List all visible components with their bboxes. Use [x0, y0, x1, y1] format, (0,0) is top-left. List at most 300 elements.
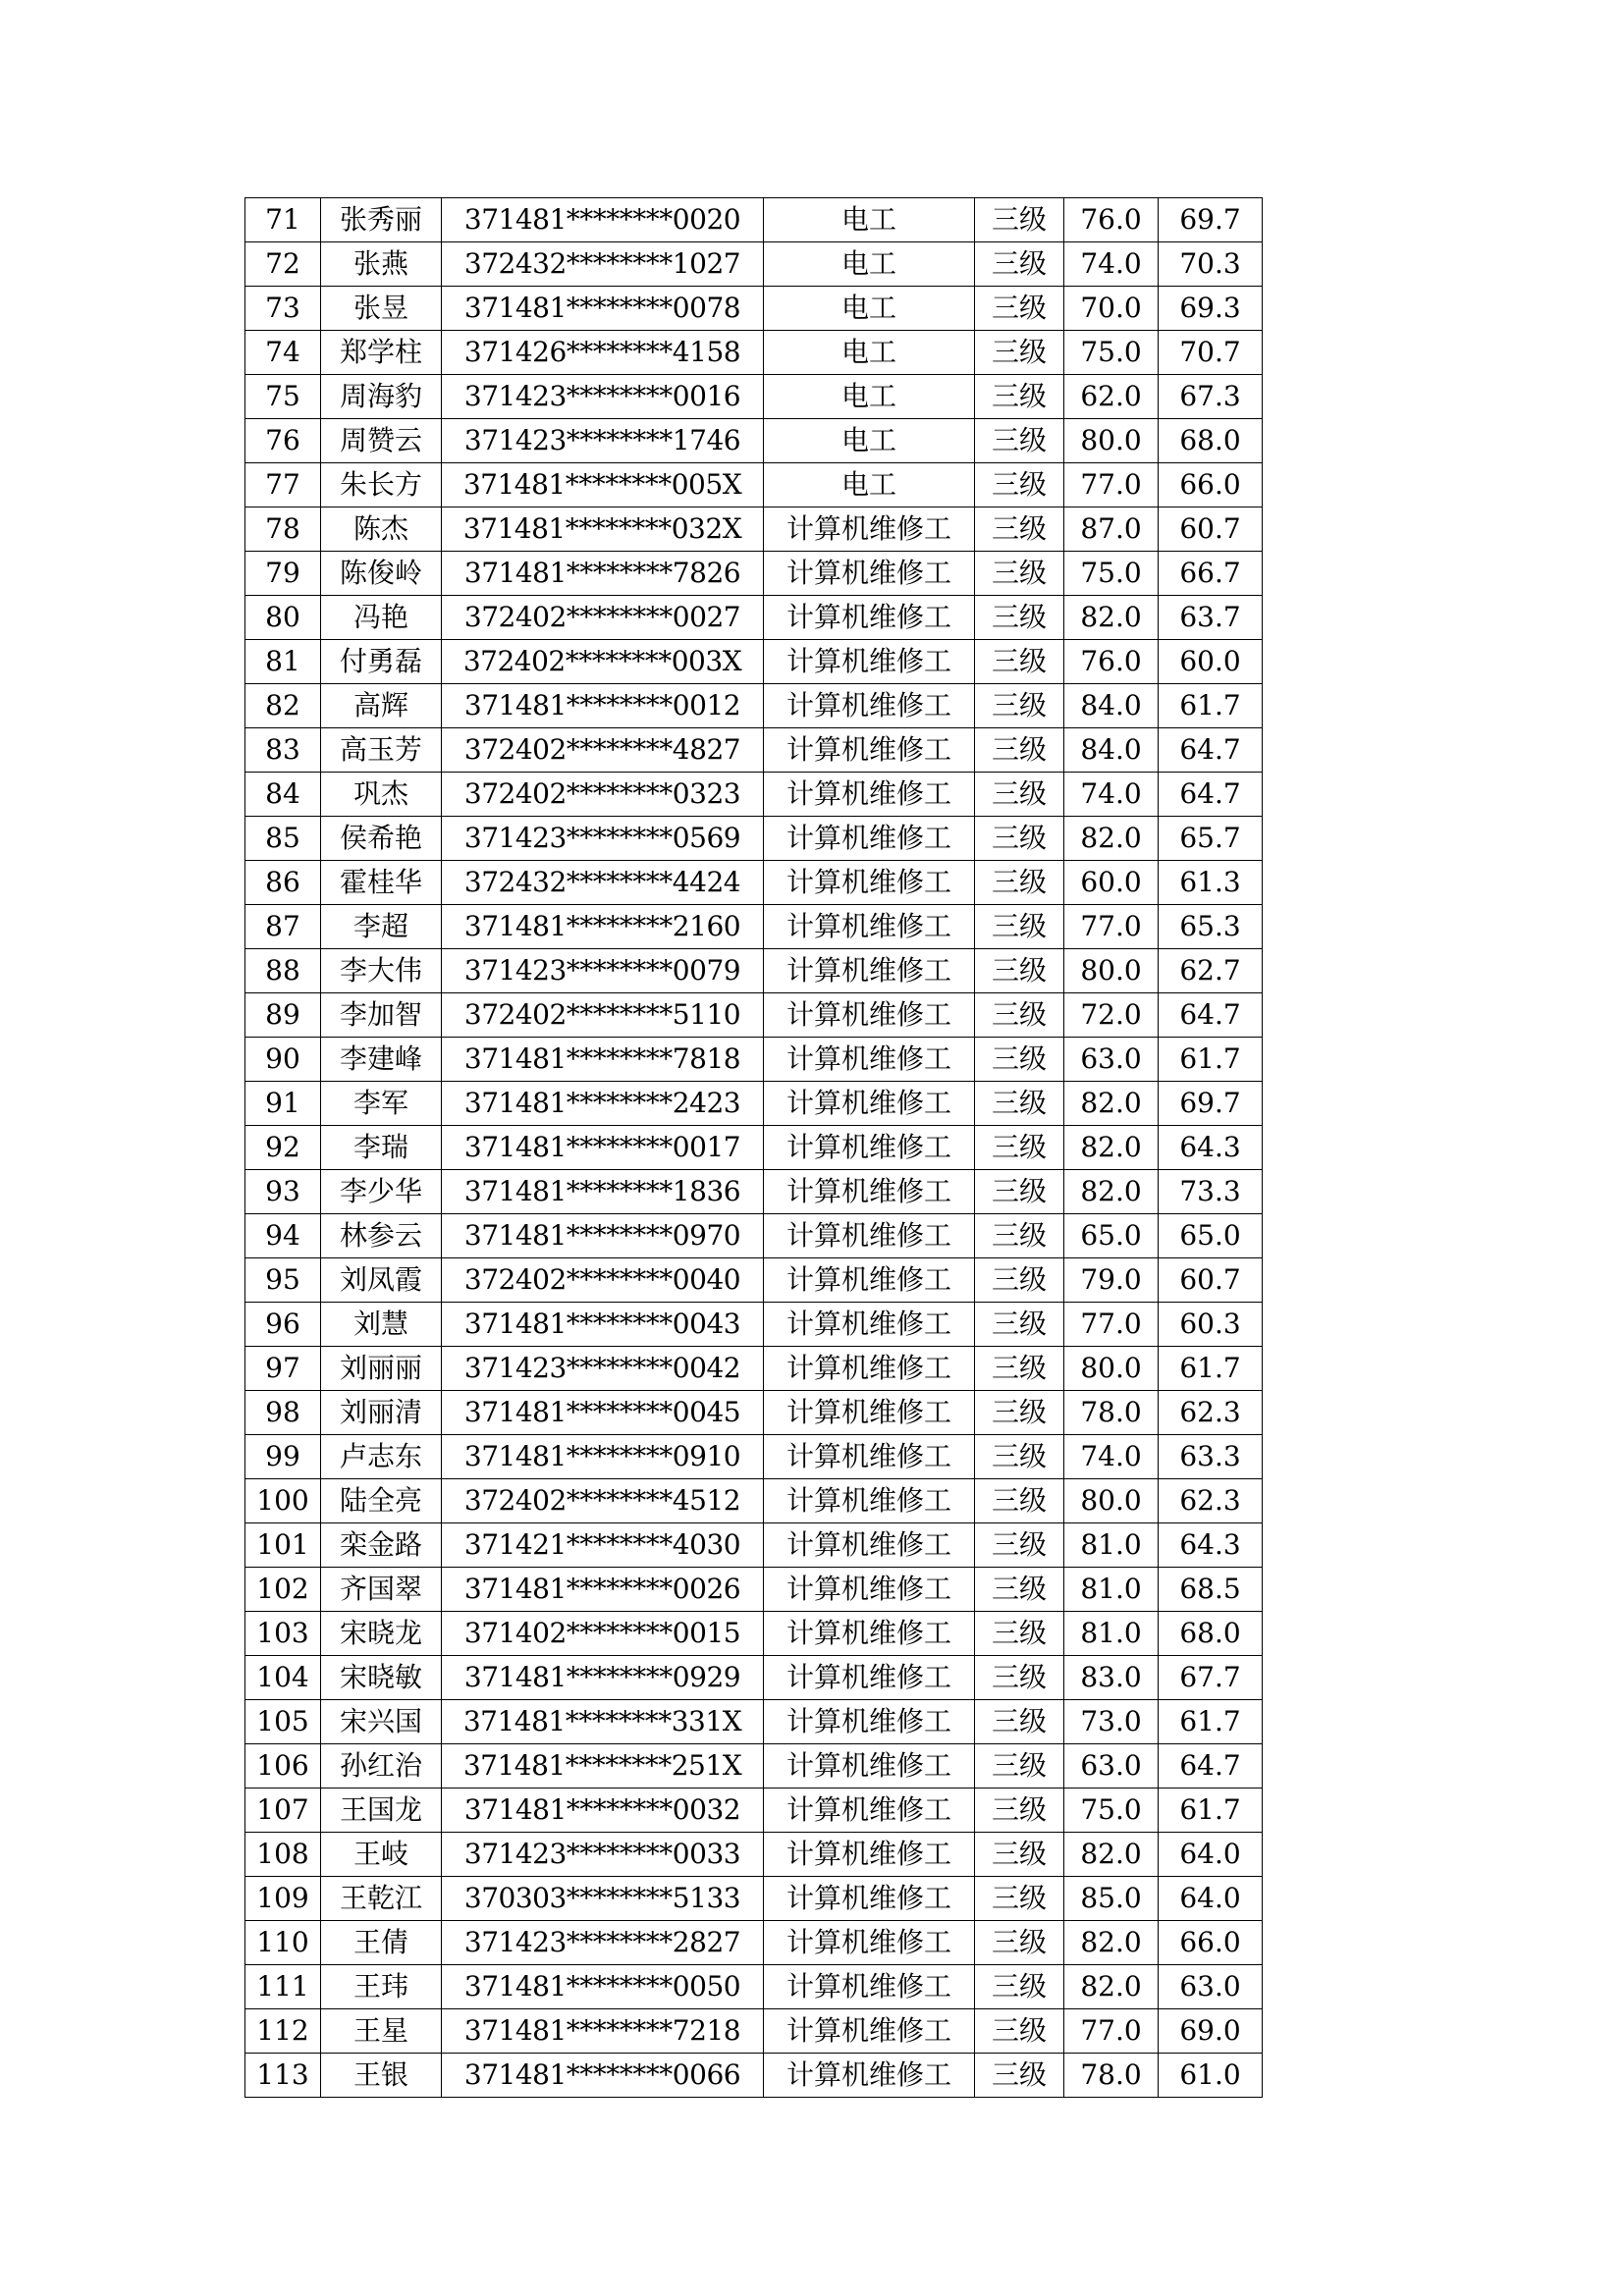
- row-number-cell: 98: [245, 1391, 321, 1435]
- table-row: [245, 1170, 1263, 1214]
- id-number-cell: 371481********0078: [442, 287, 764, 331]
- table-row: [245, 1391, 1263, 1435]
- trade-cell: 计算机维修工: [764, 684, 975, 728]
- level-cell: 三级: [975, 1833, 1064, 1877]
- row-number-cell: 89: [245, 993, 321, 1038]
- id-number-cell: 371481********0910: [442, 1435, 764, 1479]
- trade-cell: 计算机维修工: [764, 2054, 975, 2098]
- table-row: [245, 861, 1263, 905]
- level-cell: 三级: [975, 287, 1064, 331]
- trade-cell: 计算机维修工: [764, 1479, 975, 1523]
- id-number-cell: 371423********1746: [442, 419, 764, 463]
- row-number-cell: 84: [245, 773, 321, 817]
- trade-cell: 计算机维修工: [764, 507, 975, 552]
- name-cell: 王岐: [321, 1833, 442, 1877]
- row-number-cell: 85: [245, 817, 321, 861]
- id-number-cell: 371423********2827: [442, 1921, 764, 1965]
- score-2-cell: 62.3: [1159, 1479, 1263, 1523]
- trade-cell: 计算机维修工: [764, 1258, 975, 1303]
- row-number-cell: 104: [245, 1656, 321, 1700]
- score-1-cell: 82.0: [1064, 1921, 1159, 1965]
- trade-cell: 计算机维修工: [764, 1170, 975, 1214]
- row-number-cell: 91: [245, 1082, 321, 1126]
- level-cell: 三级: [975, 419, 1064, 463]
- trade-cell: 计算机维修工: [764, 552, 975, 596]
- level-cell: 三级: [975, 1965, 1064, 2009]
- level-cell: 三级: [975, 1789, 1064, 1833]
- score-2-cell: 67.7: [1159, 1656, 1263, 1700]
- id-number-cell: 371481********0045: [442, 1391, 764, 1435]
- name-cell: 郑学柱: [321, 331, 442, 375]
- table-row: [245, 1965, 1263, 2009]
- level-cell: 三级: [975, 1303, 1064, 1347]
- level-cell: 三级: [975, 1391, 1064, 1435]
- table-row: [245, 1700, 1263, 1744]
- name-cell: 王乾江: [321, 1877, 442, 1921]
- id-number-cell: 371423********0079: [442, 949, 764, 993]
- score-1-cell: 82.0: [1064, 1170, 1159, 1214]
- table-row: [245, 198, 1263, 242]
- table-row: [245, 1568, 1263, 1612]
- score-2-cell: 68.0: [1159, 1612, 1263, 1656]
- score-1-cell: 87.0: [1064, 507, 1159, 552]
- score-1-cell: 82.0: [1064, 596, 1159, 640]
- table-row: [245, 905, 1263, 949]
- name-cell: 刘慧: [321, 1303, 442, 1347]
- trade-cell: 计算机维修工: [764, 596, 975, 640]
- id-number-cell: 371481********7826: [442, 552, 764, 596]
- score-2-cell: 64.7: [1159, 1744, 1263, 1789]
- id-number-cell: 371481********2160: [442, 905, 764, 949]
- row-number-cell: 93: [245, 1170, 321, 1214]
- table-row: [245, 817, 1263, 861]
- id-number-cell: 372432********4424: [442, 861, 764, 905]
- name-cell: 周海豹: [321, 375, 442, 419]
- level-cell: 三级: [975, 861, 1064, 905]
- level-cell: 三级: [975, 1921, 1064, 1965]
- score-2-cell: 64.7: [1159, 728, 1263, 773]
- level-cell: 三级: [975, 1656, 1064, 1700]
- score-1-cell: 80.0: [1064, 1479, 1159, 1523]
- table-row: [245, 375, 1263, 419]
- row-number-cell: 95: [245, 1258, 321, 1303]
- row-number-cell: 76: [245, 419, 321, 463]
- row-number-cell: 86: [245, 861, 321, 905]
- row-number-cell: 78: [245, 507, 321, 552]
- level-cell: 三级: [975, 242, 1064, 287]
- row-number-cell: 108: [245, 1833, 321, 1877]
- name-cell: 周赞云: [321, 419, 442, 463]
- score-1-cell: 78.0: [1064, 1391, 1159, 1435]
- level-cell: 三级: [975, 1435, 1064, 1479]
- trade-cell: 计算机维修工: [764, 861, 975, 905]
- table-row: [245, 552, 1263, 596]
- trade-cell: 计算机维修工: [764, 1391, 975, 1435]
- row-number-cell: 72: [245, 242, 321, 287]
- trade-cell: 计算机维修工: [764, 1744, 975, 1789]
- score-1-cell: 77.0: [1064, 905, 1159, 949]
- score-2-cell: 63.7: [1159, 596, 1263, 640]
- name-cell: 李军: [321, 1082, 442, 1126]
- trade-cell: 计算机维修工: [764, 1214, 975, 1258]
- id-number-cell: 371481********0017: [442, 1126, 764, 1170]
- id-number-cell: 371481********251X: [442, 1744, 764, 1789]
- score-2-cell: 69.3: [1159, 287, 1263, 331]
- score-1-cell: 80.0: [1064, 419, 1159, 463]
- score-2-cell: 66.0: [1159, 1921, 1263, 1965]
- row-number-cell: 105: [245, 1700, 321, 1744]
- level-cell: 三级: [975, 1170, 1064, 1214]
- row-number-cell: 96: [245, 1303, 321, 1347]
- trade-cell: 电工: [764, 331, 975, 375]
- row-number-cell: 103: [245, 1612, 321, 1656]
- score-1-cell: 73.0: [1064, 1700, 1159, 1744]
- name-cell: 巩杰: [321, 773, 442, 817]
- level-cell: 三级: [975, 1479, 1064, 1523]
- row-number-cell: 71: [245, 198, 321, 242]
- name-cell: 王玮: [321, 1965, 442, 2009]
- score-2-cell: 68.0: [1159, 419, 1263, 463]
- level-cell: 三级: [975, 1877, 1064, 1921]
- row-number-cell: 113: [245, 2054, 321, 2098]
- id-number-cell: 371402********0015: [442, 1612, 764, 1656]
- name-cell: 高玉芳: [321, 728, 442, 773]
- score-2-cell: 68.5: [1159, 1568, 1263, 1612]
- id-number-cell: 371481********0970: [442, 1214, 764, 1258]
- trade-cell: 计算机维修工: [764, 1877, 975, 1921]
- score-1-cell: 75.0: [1064, 552, 1159, 596]
- level-cell: 三级: [975, 640, 1064, 684]
- row-number-cell: 111: [245, 1965, 321, 2009]
- id-number-cell: 371481********2423: [442, 1082, 764, 1126]
- name-cell: 宋晓龙: [321, 1612, 442, 1656]
- table-row: [245, 1656, 1263, 1700]
- id-number-cell: 371481********0012: [442, 684, 764, 728]
- id-number-cell: 372402********5110: [442, 993, 764, 1038]
- score-1-cell: 77.0: [1064, 2009, 1159, 2054]
- name-cell: 高辉: [321, 684, 442, 728]
- score-2-cell: 64.0: [1159, 1833, 1263, 1877]
- name-cell: 刘丽丽: [321, 1347, 442, 1391]
- score-1-cell: 75.0: [1064, 1789, 1159, 1833]
- trade-cell: 电工: [764, 198, 975, 242]
- name-cell: 王国龙: [321, 1789, 442, 1833]
- row-number-cell: 99: [245, 1435, 321, 1479]
- score-1-cell: 63.0: [1064, 1038, 1159, 1082]
- table-row: [245, 1877, 1263, 1921]
- name-cell: 李瑞: [321, 1126, 442, 1170]
- table-row: [245, 419, 1263, 463]
- id-number-cell: 372402********0040: [442, 1258, 764, 1303]
- name-cell: 王星: [321, 2009, 442, 2054]
- score-2-cell: 63.0: [1159, 1965, 1263, 2009]
- table-row: [245, 1258, 1263, 1303]
- score-1-cell: 82.0: [1064, 1126, 1159, 1170]
- score-1-cell: 84.0: [1064, 684, 1159, 728]
- name-cell: 林参云: [321, 1214, 442, 1258]
- score-1-cell: 81.0: [1064, 1568, 1159, 1612]
- score-2-cell: 62.3: [1159, 1391, 1263, 1435]
- name-cell: 朱长方: [321, 463, 442, 507]
- table-row: [245, 463, 1263, 507]
- name-cell: 霍桂华: [321, 861, 442, 905]
- score-2-cell: 64.3: [1159, 1126, 1263, 1170]
- score-1-cell: 80.0: [1064, 1347, 1159, 1391]
- score-1-cell: 70.0: [1064, 287, 1159, 331]
- score-1-cell: 81.0: [1064, 1523, 1159, 1568]
- trade-cell: 计算机维修工: [764, 1612, 975, 1656]
- name-cell: 宋兴国: [321, 1700, 442, 1744]
- level-cell: 三级: [975, 1258, 1064, 1303]
- level-cell: 三级: [975, 2054, 1064, 2098]
- score-2-cell: 65.3: [1159, 905, 1263, 949]
- table-body: [245, 198, 1263, 2098]
- score-1-cell: 74.0: [1064, 773, 1159, 817]
- id-number-cell: 372402********4827: [442, 728, 764, 773]
- id-number-cell: 371481********0043: [442, 1303, 764, 1347]
- trade-cell: 计算机维修工: [764, 905, 975, 949]
- score-1-cell: 78.0: [1064, 2054, 1159, 2098]
- level-cell: 三级: [975, 375, 1064, 419]
- name-cell: 陆全亮: [321, 1479, 442, 1523]
- score-2-cell: 64.0: [1159, 1877, 1263, 1921]
- score-1-cell: 76.0: [1064, 198, 1159, 242]
- row-number-cell: 74: [245, 331, 321, 375]
- trade-cell: 计算机维修工: [764, 1038, 975, 1082]
- score-1-cell: 82.0: [1064, 1965, 1159, 2009]
- score-1-cell: 74.0: [1064, 242, 1159, 287]
- score-1-cell: 79.0: [1064, 1258, 1159, 1303]
- name-cell: 李加智: [321, 993, 442, 1038]
- level-cell: 三级: [975, 1038, 1064, 1082]
- name-cell: 王倩: [321, 1921, 442, 1965]
- id-number-cell: 371421********4030: [442, 1523, 764, 1568]
- score-2-cell: 65.7: [1159, 817, 1263, 861]
- table-row: [245, 1523, 1263, 1568]
- score-1-cell: 83.0: [1064, 1656, 1159, 1700]
- level-cell: 三级: [975, 2009, 1064, 2054]
- score-1-cell: 62.0: [1064, 375, 1159, 419]
- table-row: [245, 1789, 1263, 1833]
- score-2-cell: 66.7: [1159, 552, 1263, 596]
- level-cell: 三级: [975, 684, 1064, 728]
- score-1-cell: 85.0: [1064, 1877, 1159, 1921]
- table-row: [245, 993, 1263, 1038]
- level-cell: 三级: [975, 905, 1064, 949]
- row-number-cell: 73: [245, 287, 321, 331]
- trade-cell: 计算机维修工: [764, 1656, 975, 1700]
- score-1-cell: 80.0: [1064, 949, 1159, 993]
- trade-cell: 计算机维修工: [764, 1568, 975, 1612]
- name-cell: 刘凤霞: [321, 1258, 442, 1303]
- table-row: [245, 1082, 1263, 1126]
- score-1-cell: 65.0: [1064, 1214, 1159, 1258]
- score-1-cell: 75.0: [1064, 331, 1159, 375]
- row-number-cell: 92: [245, 1126, 321, 1170]
- id-number-cell: 371481********331X: [442, 1700, 764, 1744]
- row-number-cell: 94: [245, 1214, 321, 1258]
- level-cell: 三级: [975, 596, 1064, 640]
- table-row: [245, 2009, 1263, 2054]
- score-1-cell: 82.0: [1064, 1833, 1159, 1877]
- table-row: [245, 1435, 1263, 1479]
- trade-cell: 计算机维修工: [764, 1126, 975, 1170]
- table-row: [245, 596, 1263, 640]
- table-row: [245, 1744, 1263, 1789]
- name-cell: 李超: [321, 905, 442, 949]
- id-number-cell: 371481********032X: [442, 507, 764, 552]
- score-1-cell: 84.0: [1064, 728, 1159, 773]
- score-1-cell: 77.0: [1064, 1303, 1159, 1347]
- table-row: [245, 287, 1263, 331]
- level-cell: 三级: [975, 463, 1064, 507]
- score-2-cell: 64.3: [1159, 1523, 1263, 1568]
- table-row: [245, 1612, 1263, 1656]
- score-2-cell: 70.3: [1159, 242, 1263, 287]
- level-cell: 三级: [975, 1082, 1064, 1126]
- level-cell: 三级: [975, 1700, 1064, 1744]
- name-cell: 孙红治: [321, 1744, 442, 1789]
- score-2-cell: 67.3: [1159, 375, 1263, 419]
- name-cell: 刘丽清: [321, 1391, 442, 1435]
- id-number-cell: 371423********0042: [442, 1347, 764, 1391]
- score-1-cell: 82.0: [1064, 1082, 1159, 1126]
- level-cell: 三级: [975, 1214, 1064, 1258]
- trade-cell: 计算机维修工: [764, 993, 975, 1038]
- table-row: [245, 949, 1263, 993]
- score-1-cell: 74.0: [1064, 1435, 1159, 1479]
- roster-table: [244, 197, 1263, 2098]
- table-row: [245, 1479, 1263, 1523]
- level-cell: 三级: [975, 552, 1064, 596]
- score-2-cell: 64.7: [1159, 993, 1263, 1038]
- name-cell: 付勇磊: [321, 640, 442, 684]
- row-number-cell: 97: [245, 1347, 321, 1391]
- name-cell: 卢志东: [321, 1435, 442, 1479]
- level-cell: 三级: [975, 1744, 1064, 1789]
- trade-cell: 计算机维修工: [764, 1435, 975, 1479]
- score-2-cell: 69.7: [1159, 1082, 1263, 1126]
- trade-cell: 计算机维修工: [764, 1347, 975, 1391]
- row-number-cell: 102: [245, 1568, 321, 1612]
- trade-cell: 计算机维修工: [764, 728, 975, 773]
- id-number-cell: 371481********0020: [442, 198, 764, 242]
- row-number-cell: 110: [245, 1921, 321, 1965]
- name-cell: 栾金路: [321, 1523, 442, 1568]
- name-cell: 陈俊岭: [321, 552, 442, 596]
- id-number-cell: 372402********4512: [442, 1479, 764, 1523]
- level-cell: 三级: [975, 1568, 1064, 1612]
- score-2-cell: 63.3: [1159, 1435, 1263, 1479]
- trade-cell: 电工: [764, 463, 975, 507]
- trade-cell: 电工: [764, 419, 975, 463]
- trade-cell: 计算机维修工: [764, 1965, 975, 2009]
- score-2-cell: 73.3: [1159, 1170, 1263, 1214]
- score-2-cell: 61.7: [1159, 1038, 1263, 1082]
- score-2-cell: 70.7: [1159, 331, 1263, 375]
- level-cell: 三级: [975, 1347, 1064, 1391]
- table-row: [245, 242, 1263, 287]
- row-number-cell: 101: [245, 1523, 321, 1568]
- table-row: [245, 1833, 1263, 1877]
- name-cell: 李大伟: [321, 949, 442, 993]
- table-row: [245, 1921, 1263, 1965]
- id-number-cell: 371423********0569: [442, 817, 764, 861]
- row-number-cell: 80: [245, 596, 321, 640]
- id-number-cell: 372432********1027: [442, 242, 764, 287]
- score-2-cell: 64.7: [1159, 773, 1263, 817]
- score-2-cell: 61.7: [1159, 684, 1263, 728]
- score-2-cell: 61.7: [1159, 1789, 1263, 1833]
- id-number-cell: 371481********0026: [442, 1568, 764, 1612]
- score-2-cell: 60.3: [1159, 1303, 1263, 1347]
- id-number-cell: 371423********0033: [442, 1833, 764, 1877]
- trade-cell: 计算机维修工: [764, 1523, 975, 1568]
- table-row: [245, 507, 1263, 552]
- level-cell: 三级: [975, 1523, 1064, 1568]
- score-1-cell: 77.0: [1064, 463, 1159, 507]
- row-number-cell: 90: [245, 1038, 321, 1082]
- id-number-cell: 372402********003X: [442, 640, 764, 684]
- row-number-cell: 106: [245, 1744, 321, 1789]
- id-number-cell: 371423********0016: [442, 375, 764, 419]
- name-cell: 齐国翠: [321, 1568, 442, 1612]
- id-number-cell: 371481********0066: [442, 2054, 764, 2098]
- level-cell: 三级: [975, 773, 1064, 817]
- table-row: [245, 640, 1263, 684]
- id-number-cell: 371481********0050: [442, 1965, 764, 2009]
- score-1-cell: 60.0: [1064, 861, 1159, 905]
- level-cell: 三级: [975, 1612, 1064, 1656]
- trade-cell: 计算机维修工: [764, 1700, 975, 1744]
- level-cell: 三级: [975, 728, 1064, 773]
- id-number-cell: 371481********7818: [442, 1038, 764, 1082]
- id-number-cell: 371481********005X: [442, 463, 764, 507]
- score-2-cell: 60.7: [1159, 1258, 1263, 1303]
- trade-cell: 计算机维修工: [764, 1921, 975, 1965]
- score-2-cell: 60.0: [1159, 640, 1263, 684]
- trade-cell: 计算机维修工: [764, 1833, 975, 1877]
- name-cell: 李少华: [321, 1170, 442, 1214]
- score-2-cell: 65.0: [1159, 1214, 1263, 1258]
- table-row: [245, 1347, 1263, 1391]
- score-2-cell: 61.3: [1159, 861, 1263, 905]
- trade-cell: 计算机维修工: [764, 1082, 975, 1126]
- level-cell: 三级: [975, 198, 1064, 242]
- trade-cell: 电工: [764, 375, 975, 419]
- trade-cell: 电工: [764, 242, 975, 287]
- table-row: [245, 773, 1263, 817]
- trade-cell: 计算机维修工: [764, 817, 975, 861]
- table-row: [245, 1214, 1263, 1258]
- row-number-cell: 109: [245, 1877, 321, 1921]
- table-row: [245, 1303, 1263, 1347]
- name-cell: 张秀丽: [321, 198, 442, 242]
- row-number-cell: 112: [245, 2009, 321, 2054]
- row-number-cell: 87: [245, 905, 321, 949]
- trade-cell: 计算机维修工: [764, 640, 975, 684]
- name-cell: 陈杰: [321, 507, 442, 552]
- row-number-cell: 77: [245, 463, 321, 507]
- name-cell: 李建峰: [321, 1038, 442, 1082]
- score-1-cell: 72.0: [1064, 993, 1159, 1038]
- name-cell: 宋晓敏: [321, 1656, 442, 1700]
- row-number-cell: 81: [245, 640, 321, 684]
- level-cell: 三级: [975, 1126, 1064, 1170]
- row-number-cell: 82: [245, 684, 321, 728]
- trade-cell: 计算机维修工: [764, 1789, 975, 1833]
- score-2-cell: 69.0: [1159, 2009, 1263, 2054]
